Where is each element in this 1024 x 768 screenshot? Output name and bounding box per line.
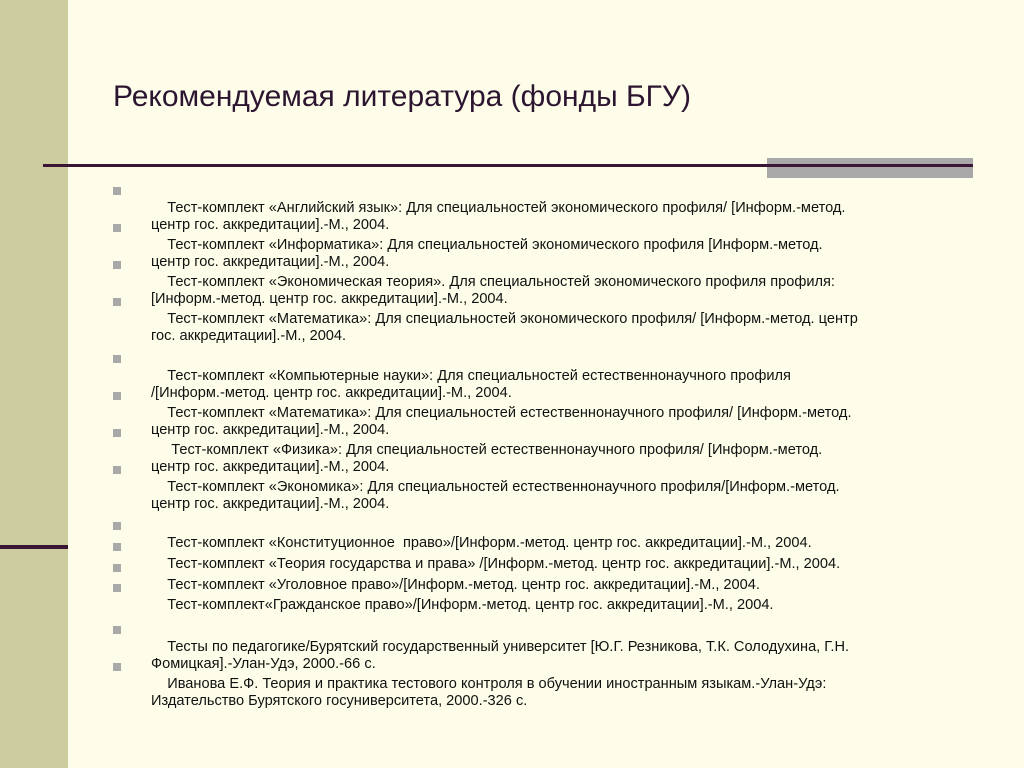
item-line: Тест-комплект «Математика»: Для специальностей экономического профиля/ [Информ.-метод. центр xyxy=(167,311,858,327)
title-rule-accent-line xyxy=(767,164,973,167)
item-line: центр гос. аккредитации].-М., 2004. xyxy=(151,496,390,512)
bullet-icon xyxy=(113,584,121,592)
bullet-icon xyxy=(113,224,121,232)
item-line: центр гос. аккредитации].-М., 2004. xyxy=(151,422,390,438)
bullet-icon xyxy=(113,543,121,551)
item-line: Иванова Е.Ф. Теория и практика тестового контроля в обучении иностранным языкам.-Улан-Удэ: xyxy=(167,676,827,692)
item-line: Тест-комплект «Теория государства и права» /[Информ.-метод. центр гос. аккредитации].-М., 2004. xyxy=(167,556,841,572)
item-line: Тест-комплект«Гражданское право»/[Информ.-метод. центр гос. аккредитации].-М., 2004. xyxy=(167,597,774,613)
item-line: Фомицкая].-Улан-Удэ, 2000.-66 с. xyxy=(151,656,376,672)
bullet-icon xyxy=(113,298,121,306)
bullet-icon xyxy=(113,187,121,195)
item-line: Тест-комплект «Математика»: Для специальностей естественнонаучного профиля/ [Информ.-метод. xyxy=(167,405,852,421)
item-line: Издательство Бурятского госуниверситета, 2000.-326 с. xyxy=(151,693,528,709)
left-decorative-band xyxy=(0,0,68,768)
bullet-icon xyxy=(113,261,121,269)
slide-title: Рекомендуемая литература (фонды БГУ) xyxy=(113,80,691,113)
item-line: гос. аккредитации].-М., 2004. xyxy=(151,328,347,344)
list-item xyxy=(151,659,971,727)
item-line: Тест-комплект «Компьютерные науки»: Для специальностей естественнонаучного профиля xyxy=(167,368,791,384)
item-line: /[Информ.-метод. центр гос. аккредитации].-М., 2004. xyxy=(151,385,512,401)
bullet-icon xyxy=(113,392,121,400)
bullet-icon xyxy=(113,429,121,437)
item-line: Тест-комплект «Информатика»: Для специальностей экономического профиля [Информ.-метод. xyxy=(167,237,823,253)
item-line: центр гос. аккредитации].-М., 2004. xyxy=(151,459,390,475)
item-line: центр гос. аккредитации].-М., 2004. xyxy=(151,254,390,270)
bullet-icon xyxy=(113,466,121,474)
item-line: Тест-комплект «Конституционное право»/[Информ.-метод. центр гос. аккредитации].-М., 2004. xyxy=(167,535,812,551)
bullet-icon xyxy=(113,522,121,530)
bullet-icon xyxy=(113,663,121,671)
item-line: Тест-комплект «Физика»: Для специальностей естественнонаучного профиля/ [Информ.-метод. xyxy=(167,442,823,458)
item-line: Тест-комплект «Английский язык»: Для специальностей экономического профиля/ [Информ.-метод. xyxy=(167,200,846,216)
item-line: Тест-комплект «Экономическая теория». Для специальностей экономического профиля профиля: xyxy=(167,274,835,290)
item-line: Тесты по педагогике/Бурятский государственный университет [Ю.Г. Резникова, Т.К. Солодухина, Г.Н. xyxy=(167,639,850,655)
item-line: Тест-комплект «Уголовное право»/[Информ.-метод. центр гос. аккредитации].-М., 2004. xyxy=(167,577,760,593)
bullet-icon xyxy=(113,564,121,572)
bullet-icon xyxy=(113,355,121,363)
item-line: Тест-комплект «Экономика»: Для специальностей естественнонаучного профиля/[Информ.-метод. xyxy=(167,479,840,495)
title-rule-accent-box xyxy=(767,158,973,178)
item-line: центр гос. аккредитации].-М., 2004. xyxy=(151,217,390,233)
item-line: [Информ.-метод. центр гос. аккредитации].-М., 2004. xyxy=(151,291,508,307)
bullet-icon xyxy=(113,626,121,634)
left-band-divider xyxy=(0,545,68,549)
